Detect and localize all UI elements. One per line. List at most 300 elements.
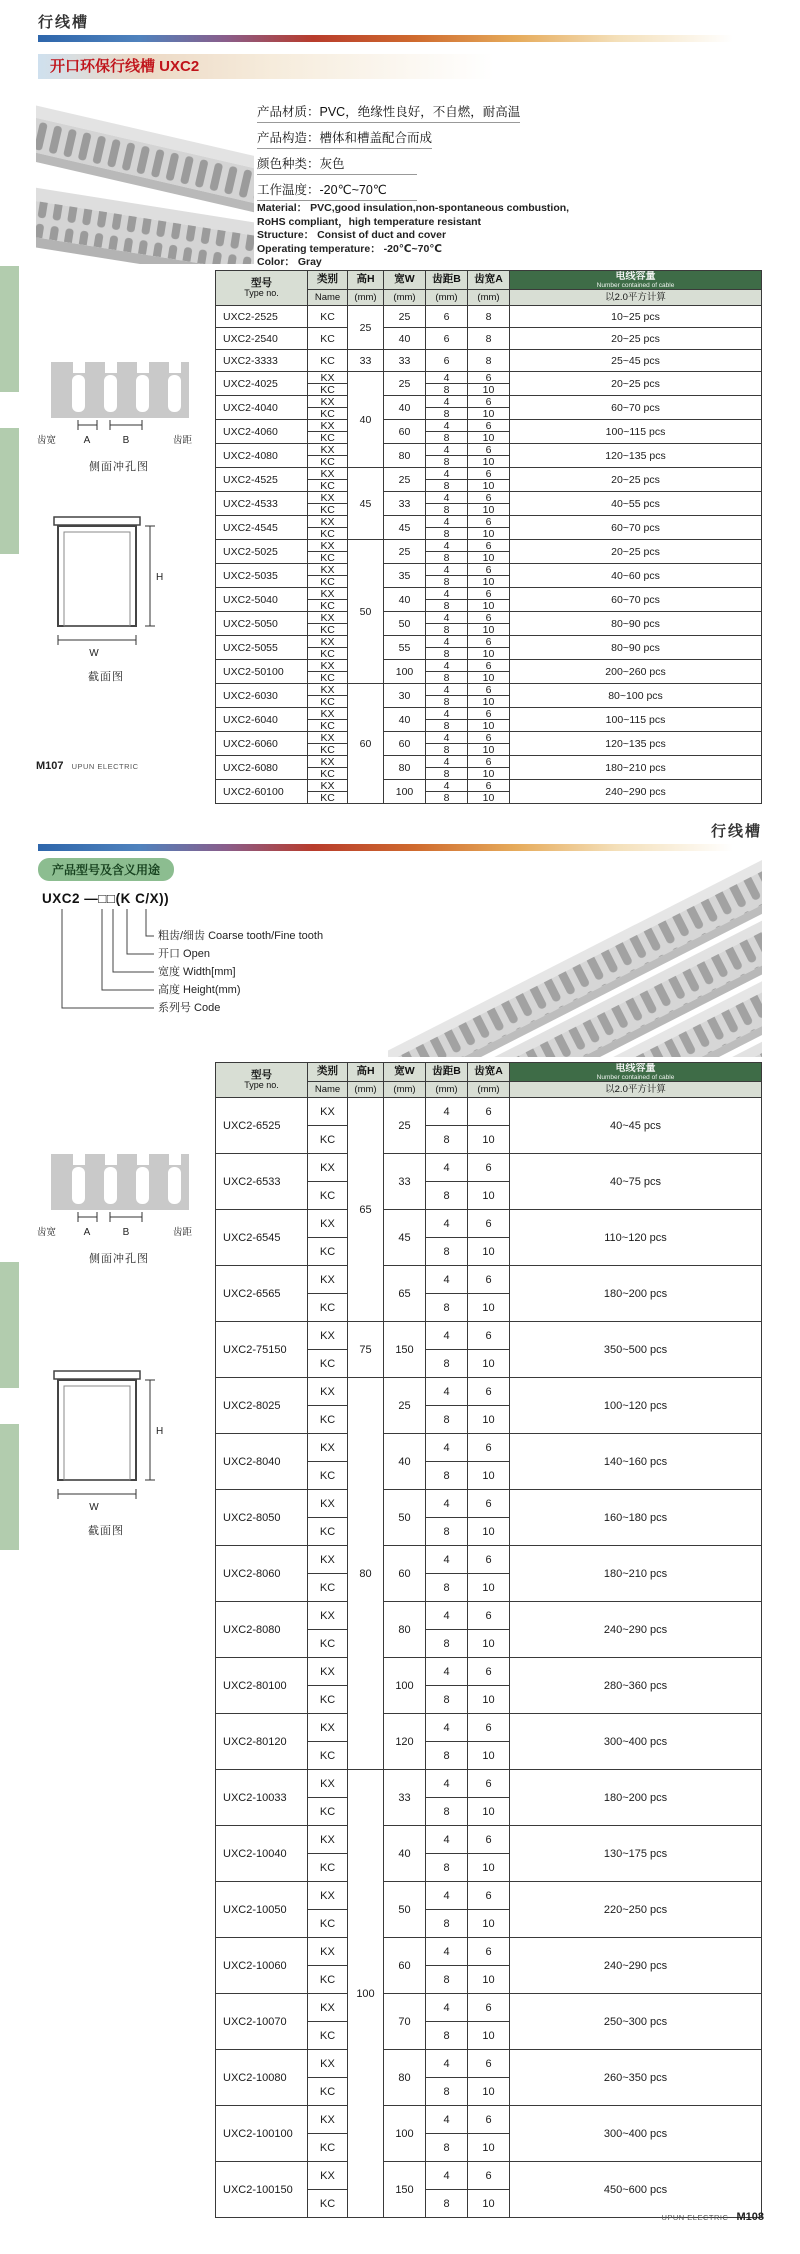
cell-tooth: 10 [468, 1406, 510, 1434]
spec-row [216, 468, 762, 480]
spec-row [216, 516, 762, 528]
cell-pitch: 8 [426, 480, 468, 492]
cell-tooth: 10 [468, 1126, 510, 1154]
cell-name: KX [308, 2162, 348, 2190]
cell-type: UXC2-2540 [216, 328, 308, 350]
cell-capacity: 25~45 pcs [510, 350, 762, 372]
cell-capacity: 180~210 pcs [510, 756, 762, 780]
cell-pitch: 4 [426, 372, 468, 384]
spec-line: 粗齿/细齿 Coarse tooth/Fine tooth [158, 930, 324, 942]
cell-capacity: 250~300 pcs [510, 1994, 762, 2050]
cell-name: KC [308, 648, 348, 660]
cell-pitch: 8 [426, 696, 468, 708]
cell-pitch: 6 [426, 328, 468, 350]
cell-height: 40 [348, 372, 384, 468]
cell-height: 25 [348, 306, 384, 350]
cell-capacity: 350~500 pcs [510, 1322, 762, 1378]
cell-tooth: 8 [468, 350, 510, 372]
cell-tooth: 10 [468, 696, 510, 708]
cell-type: UXC2-5035 [216, 564, 308, 588]
cell-tooth: 10 [468, 1798, 510, 1826]
punch-diagram [34, 358, 204, 474]
green-accent-block [0, 1424, 19, 1550]
cell-tooth: 6 [468, 516, 510, 528]
cell-type: UXC2-6080 [216, 756, 308, 780]
spec-row [216, 2106, 762, 2134]
cell-tooth: 10 [468, 720, 510, 732]
cell-capacity: 130~175 pcs [510, 1826, 762, 1882]
cell-pitch: 8 [426, 648, 468, 660]
cell-width: 25 [384, 468, 426, 492]
spec-line: Structure： Consist of duct and cover [257, 229, 447, 241]
green-accent-block [0, 266, 19, 392]
cell-pitch: 4 [426, 1770, 468, 1798]
cell-pitch: 8 [426, 768, 468, 780]
spec-row [216, 1658, 762, 1686]
cell-tooth: 6 [468, 1322, 510, 1350]
cell-width: 60 [384, 1546, 426, 1602]
cell-capacity: 100~115 pcs [510, 420, 762, 444]
cell-name: KC [308, 328, 348, 350]
spec-row [216, 1602, 762, 1630]
cell-name: KC [308, 720, 348, 732]
cell-name: KC [308, 2078, 348, 2106]
cell-pitch: 8 [426, 1574, 468, 1602]
cell-pitch: 8 [426, 432, 468, 444]
spec-row [216, 1882, 762, 1910]
cell-tooth: 10 [468, 1182, 510, 1210]
spec-row [216, 1770, 762, 1798]
cell-pitch: 4 [426, 516, 468, 528]
cell-tooth: 10 [468, 648, 510, 660]
spec-row [216, 1434, 762, 1462]
cell-name: KC [308, 792, 348, 804]
cell-name: KC [308, 2022, 348, 2050]
spec-row [216, 492, 762, 504]
header-gradient-bar [38, 844, 762, 851]
cell-capacity: 20~25 pcs [510, 540, 762, 564]
brand-name: UPUN ELECTRIC [661, 2213, 729, 2222]
cell-tooth: 10 [468, 1462, 510, 1490]
punch-diagram-caption: 侧面冲孔图 [89, 461, 149, 473]
cell-pitch: 4 [426, 1490, 468, 1518]
spec-row [216, 780, 762, 792]
cell-width: 80 [384, 2050, 426, 2106]
cell-tooth: 6 [468, 1434, 510, 1462]
header-row [216, 271, 762, 290]
cell-pitch: 8 [426, 1294, 468, 1322]
cell-width: 150 [384, 2162, 426, 2218]
cell-pitch: 8 [426, 576, 468, 588]
cell-type: UXC2-6545 [216, 1210, 308, 1266]
cell-name: KX [308, 1938, 348, 1966]
cell-capacity: 100~120 pcs [510, 1378, 762, 1434]
cell-name: KX [308, 684, 348, 696]
cell-tooth: 10 [468, 744, 510, 756]
spec-line: Material： PVC,good insulation,non-spontaneous combustion, [257, 202, 570, 214]
cell-type: UXC2-8060 [216, 1546, 308, 1602]
cell-tooth: 6 [468, 1378, 510, 1406]
cell-name: KX [308, 780, 348, 792]
cell-name: KX [308, 660, 348, 672]
cell-name: KC [308, 2190, 348, 2218]
cell-height: 45 [348, 468, 384, 540]
page2-header-title: 行线槽 [710, 823, 762, 840]
cell-type: UXC2-4080 [216, 444, 308, 468]
col-name-en: Name [308, 1082, 348, 1098]
cell-name: KX [308, 1770, 348, 1798]
cell-tooth: 10 [468, 480, 510, 492]
cell-tooth: 10 [468, 1910, 510, 1938]
cell-type: UXC2-8040 [216, 1434, 308, 1490]
cell-name: KC [308, 2134, 348, 2162]
cell-tooth: 8 [468, 328, 510, 350]
spec-row [216, 540, 762, 552]
cell-pitch: 8 [426, 624, 468, 636]
col-unit: (mm) [348, 1082, 384, 1098]
cell-name: KX [308, 756, 348, 768]
cell-name: KC [308, 1798, 348, 1826]
cell-width: 35 [384, 564, 426, 588]
cell-tooth: 6 [468, 1602, 510, 1630]
cell-tooth: 6 [468, 1882, 510, 1910]
cell-pitch: 4 [426, 780, 468, 792]
spec-line: 开口 Open [158, 948, 210, 960]
tooth-pitch-label: 齿距 [173, 435, 193, 446]
dim-h-label: H [156, 572, 164, 583]
cell-name: KX [308, 1266, 348, 1294]
cell-tooth: 6 [468, 684, 510, 696]
cell-type: UXC2-10050 [216, 1882, 308, 1938]
cell-height: 33 [348, 350, 384, 372]
spec-row [216, 756, 762, 768]
spec-line: 宽度 Width[mm] [158, 966, 236, 978]
cell-tooth: 6 [468, 588, 510, 600]
cell-pitch: 4 [426, 1714, 468, 1742]
col-height: 高H [348, 271, 384, 290]
cell-pitch: 4 [426, 732, 468, 744]
cell-pitch: 8 [426, 744, 468, 756]
col-unit: (mm) [426, 290, 468, 306]
cell-tooth: 10 [468, 792, 510, 804]
cell-pitch: 8 [426, 1630, 468, 1658]
cell-width: 100 [384, 660, 426, 684]
cell-pitch: 4 [426, 492, 468, 504]
cell-name: KC [308, 456, 348, 468]
tooth-width-label: 齿宽 [37, 435, 57, 446]
cell-pitch: 4 [426, 684, 468, 696]
cell-name: KX [308, 1098, 348, 1126]
col-type: 型号 Type no. [216, 271, 308, 306]
cell-height: 100 [348, 1770, 384, 2218]
spec-row [216, 1154, 762, 1182]
cell-pitch: 8 [426, 1350, 468, 1378]
cell-name: KX [308, 516, 348, 528]
cell-tooth: 10 [468, 408, 510, 420]
cell-pitch: 6 [426, 350, 468, 372]
cross-section-diagram [46, 1366, 166, 1538]
cell-name: KX [308, 2106, 348, 2134]
cell-pitch: 8 [426, 672, 468, 684]
col-unit: (mm) [468, 1082, 510, 1098]
page1-footer [36, 760, 144, 772]
green-accent-block [0, 428, 19, 554]
cell-name: KX [308, 708, 348, 720]
spec-row [216, 1266, 762, 1294]
cell-width: 50 [384, 612, 426, 636]
cell-tooth: 10 [468, 1238, 510, 1266]
cell-type: UXC2-10070 [216, 1994, 308, 2050]
cell-capacity: 300~400 pcs [510, 2106, 762, 2162]
cell-tooth: 10 [468, 672, 510, 684]
cell-width: 80 [384, 1602, 426, 1658]
cell-capacity: 240~290 pcs [510, 780, 762, 804]
col-name-en: Name [308, 290, 348, 306]
cell-width: 60 [384, 732, 426, 756]
cell-capacity: 110~120 pcs [510, 1210, 762, 1266]
cell-name: KC [308, 1966, 348, 1994]
cell-tooth: 6 [468, 1266, 510, 1294]
cell-name: KX [308, 612, 348, 624]
cell-tooth: 10 [468, 384, 510, 396]
cell-name: KX [308, 1322, 348, 1350]
cell-capacity: 40~60 pcs [510, 564, 762, 588]
col-type: 型号 Type no. [216, 1063, 308, 1098]
col-capacity-note: 以2.0平方计算 [510, 1082, 762, 1098]
cell-width: 50 [384, 1882, 426, 1938]
cell-name: KX [308, 1490, 348, 1518]
cell-width: 60 [384, 1938, 426, 1994]
dim-w-label: W [89, 648, 99, 659]
cross-section-diagram [46, 512, 166, 684]
cell-tooth: 6 [468, 1546, 510, 1574]
cell-pitch: 4 [426, 1658, 468, 1686]
spec-row [216, 444, 762, 456]
col-unit: (mm) [426, 1082, 468, 1098]
cell-tooth: 8 [468, 306, 510, 328]
spec-row [216, 636, 762, 648]
cell-tooth: 6 [468, 708, 510, 720]
col-name: 类别 [308, 271, 348, 290]
cell-pitch: 8 [426, 504, 468, 516]
cell-tooth: 6 [468, 372, 510, 384]
cell-name: KX [308, 2050, 348, 2078]
cell-name: KX [308, 636, 348, 648]
cell-name: KC [308, 306, 348, 328]
cell-name: KC [308, 768, 348, 780]
cell-capacity: 120~135 pcs [510, 444, 762, 468]
cross-section-drawing [46, 512, 166, 660]
cell-type: UXC2-5050 [216, 612, 308, 636]
model-code-connector-lines [42, 909, 172, 1021]
cell-tooth: 6 [468, 1098, 510, 1126]
cell-capacity: 100~115 pcs [510, 708, 762, 732]
cell-capacity: 180~210 pcs [510, 1546, 762, 1602]
cell-pitch: 4 [426, 2106, 468, 2134]
cell-capacity: 140~160 pcs [510, 1434, 762, 1490]
cell-tooth: 10 [468, 1294, 510, 1322]
cell-pitch: 8 [426, 600, 468, 612]
spec-row [216, 396, 762, 408]
cell-type: UXC2-100100 [216, 2106, 308, 2162]
col-tooth: 齿宽A [468, 271, 510, 290]
cell-tooth: 10 [468, 1854, 510, 1882]
cell-tooth: 6 [468, 564, 510, 576]
cell-pitch: 4 [426, 1994, 468, 2022]
model-meaning-label: 产品型号及含义用途 [38, 858, 174, 881]
cell-tooth: 6 [468, 396, 510, 408]
cell-tooth: 10 [468, 528, 510, 540]
cell-tooth: 6 [468, 2106, 510, 2134]
cell-width: 100 [384, 2106, 426, 2162]
cell-type: UXC2-6525 [216, 1098, 308, 1154]
cell-height: 65 [348, 1098, 384, 1322]
cell-type: UXC2-5055 [216, 636, 308, 660]
cell-pitch: 4 [426, 1602, 468, 1630]
cell-tooth: 10 [468, 1630, 510, 1658]
cell-capacity: 40~75 pcs [510, 1154, 762, 1210]
spec-row [216, 1210, 762, 1238]
spec-row [216, 1322, 762, 1350]
cell-type: UXC2-10033 [216, 1770, 308, 1826]
cell-tooth: 6 [468, 1210, 510, 1238]
cell-width: 40 [384, 588, 426, 612]
cell-name: KX [308, 1434, 348, 1462]
cell-pitch: 4 [426, 1154, 468, 1182]
cell-width: 80 [384, 756, 426, 780]
cell-pitch: 8 [426, 2190, 468, 2218]
cell-type: UXC2-4533 [216, 492, 308, 516]
cell-type: UXC2-60100 [216, 780, 308, 804]
cell-capacity: 180~200 pcs [510, 1266, 762, 1322]
cell-capacity: 20~25 pcs [510, 468, 762, 492]
spec-line: RoHS compliant，high temperature resistant [257, 215, 482, 228]
page1-header-title: 行线槽 [38, 14, 90, 31]
col-width: 宽W [384, 1063, 426, 1082]
cell-tooth: 6 [468, 1154, 510, 1182]
cell-pitch: 4 [426, 1098, 468, 1126]
cell-pitch: 4 [426, 708, 468, 720]
cell-tooth: 10 [468, 456, 510, 468]
spec-row [216, 1994, 762, 2022]
cell-tooth: 10 [468, 2190, 510, 2218]
cell-name: KX [308, 564, 348, 576]
cell-width: 25 [384, 1098, 426, 1154]
cell-capacity: 80~90 pcs [510, 612, 762, 636]
cell-width: 40 [384, 328, 426, 350]
cell-name: KX [308, 1602, 348, 1630]
cell-pitch: 8 [426, 1686, 468, 1714]
col-pitch: 齿距B [426, 1063, 468, 1082]
page-number: M108 [736, 2211, 764, 2223]
cell-name: KX [308, 1378, 348, 1406]
cell-tooth: 6 [468, 1826, 510, 1854]
cell-name: KC [308, 1854, 348, 1882]
product-photo [388, 851, 762, 1057]
spec-row [216, 1826, 762, 1854]
cross-section-drawing [46, 1366, 166, 1514]
spec-table-page2 [215, 1062, 762, 2218]
cell-type: UXC2-5025 [216, 540, 308, 564]
cell-pitch: 4 [426, 1434, 468, 1462]
cell-capacity: 300~400 pcs [510, 1714, 762, 1770]
cell-tooth: 10 [468, 1518, 510, 1546]
cell-tooth: 10 [468, 1742, 510, 1770]
brand-name: UPUN ELECTRIC [71, 762, 139, 771]
cell-type: UXC2-3333 [216, 350, 308, 372]
cell-pitch: 4 [426, 1266, 468, 1294]
cell-height: 50 [348, 540, 384, 684]
cell-capacity: 40~45 pcs [510, 1098, 762, 1154]
cell-name: KX [308, 468, 348, 480]
cell-pitch: 4 [426, 756, 468, 768]
cell-capacity: 160~180 pcs [510, 1490, 762, 1546]
cell-width: 40 [384, 1826, 426, 1882]
cell-capacity: 450~600 pcs [510, 2162, 762, 2218]
cell-tooth: 6 [468, 2162, 510, 2190]
cell-name: KX [308, 1546, 348, 1574]
cell-capacity: 120~135 pcs [510, 732, 762, 756]
cell-tooth: 6 [468, 444, 510, 456]
cell-tooth: 6 [468, 420, 510, 432]
cell-capacity: 240~290 pcs [510, 1938, 762, 1994]
cell-name: KC [308, 624, 348, 636]
cell-capacity: 20~25 pcs [510, 372, 762, 396]
spec-row [216, 612, 762, 624]
spec-row [216, 1098, 762, 1126]
cell-pitch: 4 [426, 636, 468, 648]
cell-name: KC [308, 1182, 348, 1210]
cell-type: UXC2-4545 [216, 516, 308, 540]
cell-tooth: 10 [468, 2022, 510, 2050]
cell-tooth: 10 [468, 1686, 510, 1714]
spec-list-en [257, 202, 727, 270]
cell-pitch: 8 [426, 456, 468, 468]
cell-pitch: 4 [426, 1938, 468, 1966]
cell-name: KX [308, 1658, 348, 1686]
cell-capacity: 40~55 pcs [510, 492, 762, 516]
cell-capacity: 200~260 pcs [510, 660, 762, 684]
cell-type: UXC2-10040 [216, 1826, 308, 1882]
punch-diagram-drawing [37, 358, 201, 450]
cell-name: KX [308, 732, 348, 744]
cell-capacity: 60~70 pcs [510, 588, 762, 612]
cell-name: KX [308, 1154, 348, 1182]
cell-pitch: 8 [426, 1798, 468, 1826]
cell-pitch: 4 [426, 2162, 468, 2190]
cell-width: 33 [384, 350, 426, 372]
cell-capacity: 280~360 pcs [510, 1658, 762, 1714]
cell-type: UXC2-4525 [216, 468, 308, 492]
page2-footer [656, 2211, 764, 2223]
spec-line: Color： Gray [257, 256, 322, 268]
cell-name: KC [308, 576, 348, 588]
cell-tooth: 10 [468, 2134, 510, 2162]
cell-tooth: 6 [468, 492, 510, 504]
cell-capacity: 20~25 pcs [510, 328, 762, 350]
cell-width: 100 [384, 780, 426, 804]
cell-name: KC [308, 1574, 348, 1602]
cell-pitch: 4 [426, 564, 468, 576]
cell-tooth: 6 [468, 1770, 510, 1798]
cell-width: 40 [384, 708, 426, 732]
cell-pitch: 4 [426, 1882, 468, 1910]
cell-name: KC [308, 1630, 348, 1658]
cell-pitch: 4 [426, 1210, 468, 1238]
cell-name: KC [308, 528, 348, 540]
cell-type: UXC2-6565 [216, 1266, 308, 1322]
cell-name: KC [308, 1518, 348, 1546]
